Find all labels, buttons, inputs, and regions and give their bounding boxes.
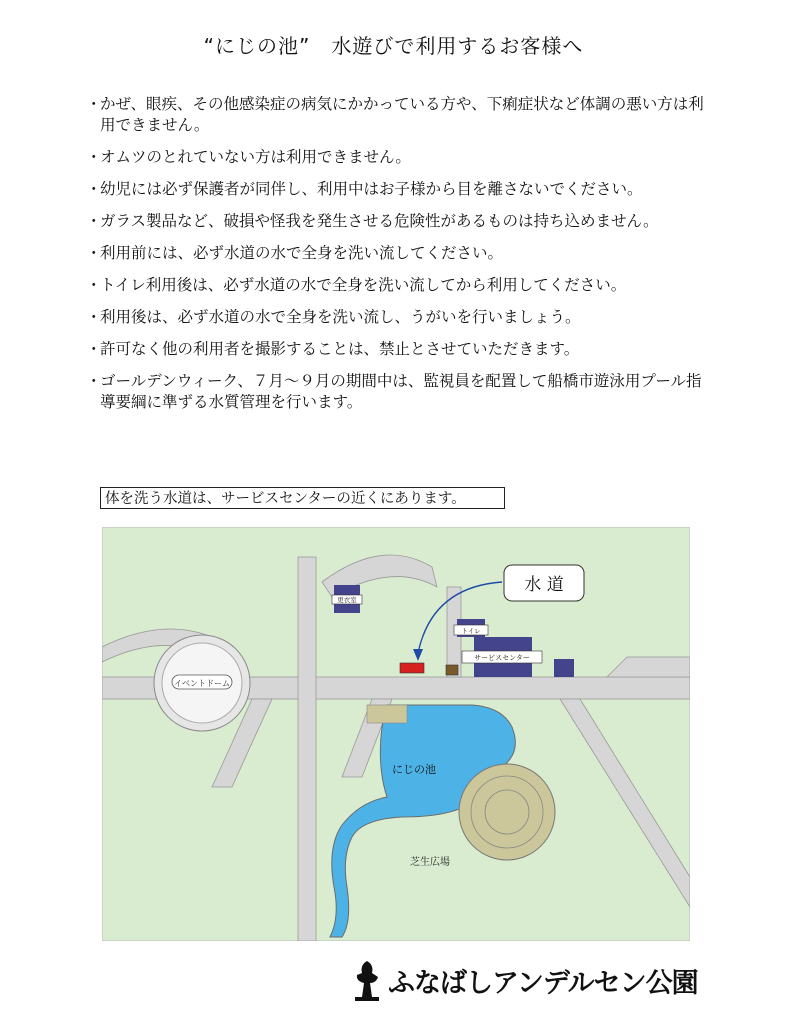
bullet: ・ [86,340,102,358]
bullet: ・ [86,212,102,230]
rule-text: 許可なく他の利用者を撮影することは、禁止とさせていただきます。 [100,340,580,358]
pond-label: にじの池 [392,763,436,776]
toilet [454,619,488,637]
lawn-label: 芝生広場 [410,857,450,868]
event-dome [154,635,250,731]
bullet: ・ [86,276,102,294]
left-vertical-road [298,557,316,941]
bullet: ・ [86,180,102,198]
page-title: “にじの池” 水遊びで利用するお客様へ [203,34,584,58]
rule-item [86,94,716,136]
bullet: ・ [86,308,102,326]
water-tap-marker [400,663,424,673]
bullet: ・ [86,95,102,113]
park-logo [348,955,698,1011]
water-tap-note: 体を洗う水道は、サービスセンターの近くにあります。 [100,487,505,509]
small-kiosk [446,665,458,675]
changing-room-label: 更衣室 [337,596,357,604]
rule-text: 利用後は、必ず水道の水で全身を洗い流し、うがいを行いましょう。 [100,308,581,326]
rule-item [86,243,716,264]
rule-text: ゴールデンウィーク、７月～９月の期間中は、監視員を配置して船橋市遊泳用プール指導要綱に準ずる水質管理を行います。 [100,372,702,411]
rule-text: ガラス製品など、破損や怪我を発生させる危険性があるものは持ち込めません。 [100,212,659,230]
bullet: ・ [86,148,102,166]
rule-text: 幼児には必ず保護者が同伴し、利用中はお子様から目を離さないでください。 [100,180,643,198]
rule-item [86,275,716,296]
logo-mark-icon [350,959,384,1003]
changing-room [332,585,362,613]
rule-item [86,307,716,328]
rule-item [86,179,716,200]
rules-list [86,94,716,424]
logo-text: ふなばしアンデルセン公園 [388,968,698,999]
service-center-label: サービスセンター [474,654,530,662]
rule-item [86,147,716,168]
event-dome-label: イベントドーム [174,679,230,688]
toilet-label: トイレ [461,627,481,635]
rule-text: かぜ、眼疾、その他感染症の病気にかかっている方や、下痢症状など体調の悪い方は利用できません。 [100,95,704,134]
bullet: ・ [86,244,102,262]
rule-item [86,339,716,360]
bullet: ・ [86,372,102,390]
callout-label: 水 道 [524,575,564,595]
park-map [102,527,690,941]
rule-text: トイレ利用後は、必ず水道の水で全身を洗い流してから利用してください。 [100,276,627,294]
rule-text: 利用前には、必ず水道の水で全身を洗い流してください。 [100,244,504,262]
rule-item [86,371,716,413]
rule-item [86,211,716,232]
rule-text: オムツのとれていない方は利用できません。 [100,148,411,166]
